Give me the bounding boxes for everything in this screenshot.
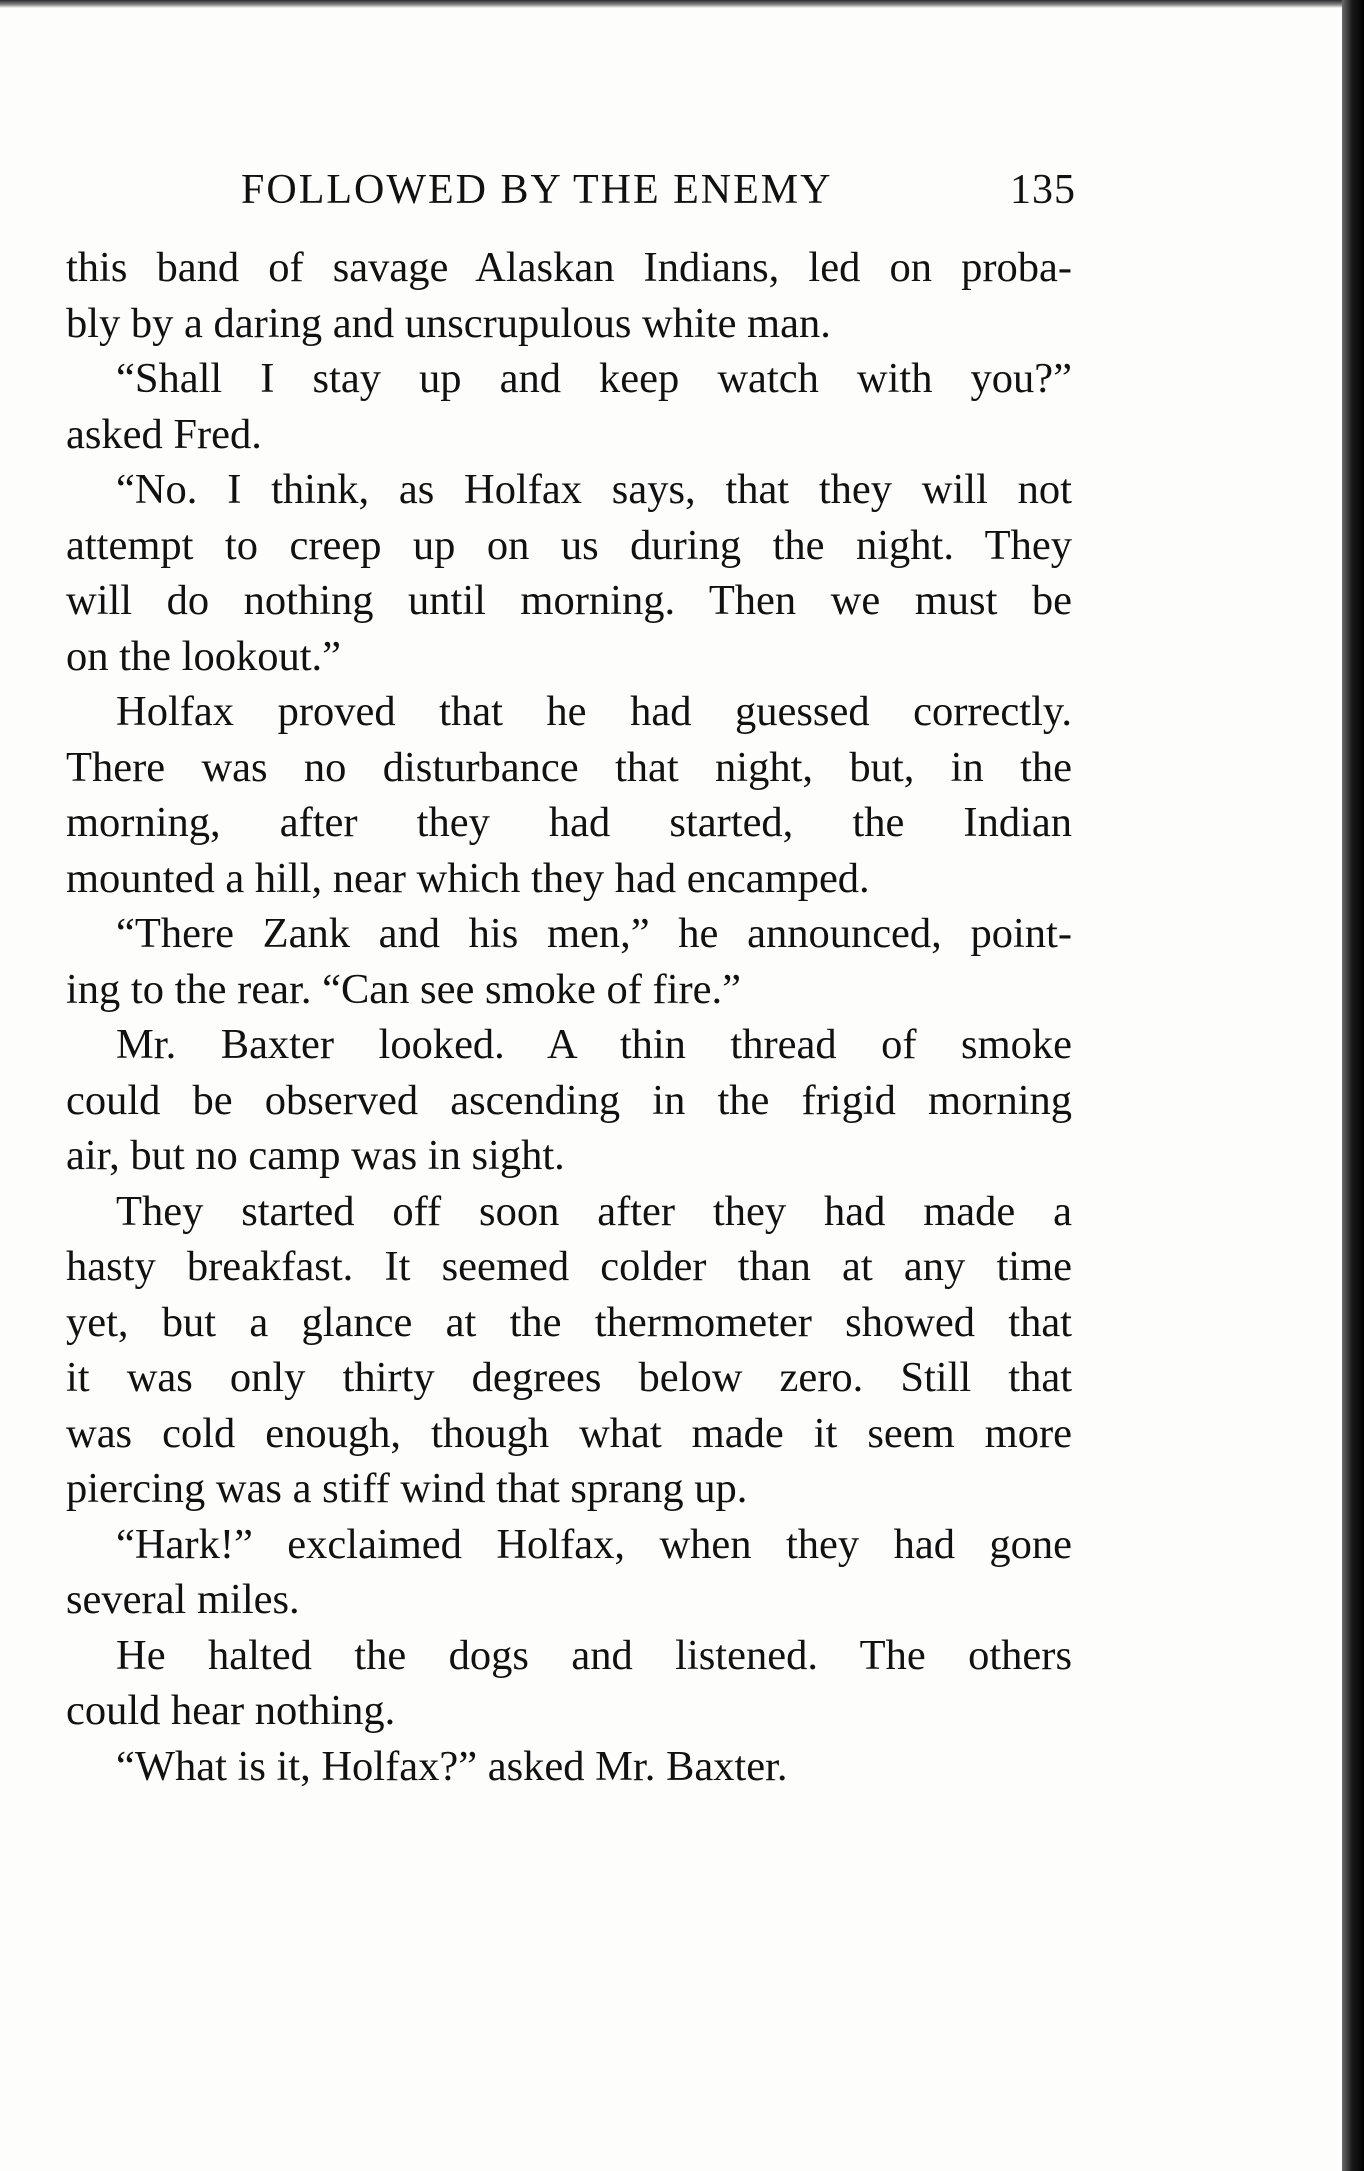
- text-line: There was no disturbance that night, but, in the: [66, 743, 1072, 791]
- text-line: this band of savage Alaskan Indians, led on proba-: [66, 244, 1072, 291]
- scan-edge-right: [1342, 0, 1364, 2171]
- text-line: air, but no camp was in sight.: [66, 1132, 565, 1179]
- text-line: could hear nothing.: [66, 1687, 396, 1734]
- text-line: “What is it, Holfax?” asked Mr. Baxter.: [116, 1742, 788, 1790]
- text-line: several miles.: [66, 1576, 300, 1623]
- text-line: Holfax proved that he had guessed correctly.: [116, 688, 1072, 735]
- text-line: Mr. Baxter looked. A thin thread of smoke: [116, 1021, 1072, 1068]
- text-line: They started off soon after they had made a: [116, 1187, 1072, 1235]
- running-title: FOLLOWED BY THE ENEMY: [241, 167, 833, 213]
- text-line: on the lookout.”: [66, 632, 342, 680]
- text-line: He halted the dogs and listened. The others: [116, 1631, 1072, 1679]
- text-line: yet, but a glance at the thermometer showed that: [66, 1298, 1072, 1346]
- body-text: [66, 240, 1072, 1794]
- text-line: “No. I think, as Holfax says, that they will not: [116, 466, 1072, 513]
- text-line: could be observed ascending in the frigid morning: [66, 1076, 1072, 1124]
- text-line: piercing was a stiff wind that sprang up.: [66, 1465, 748, 1512]
- text-line: bly by a daring and unscrupulous white man.: [66, 299, 831, 347]
- text-line: “There Zank and his men,” he announced, point-: [116, 910, 1072, 957]
- text-line: was cold enough, though what made it seem more: [66, 1409, 1072, 1457]
- text-line: will do nothing until morning. Then we must be: [66, 577, 1072, 624]
- text-line: asked Fred.: [66, 410, 262, 458]
- running-head: [66, 160, 1076, 220]
- text-line: it was only thirty degrees below zero. Still that: [66, 1354, 1072, 1401]
- text-line: hasty breakfast. It seemed colder than at any time: [66, 1243, 1072, 1290]
- text-line: “Hark!” exclaimed Holfax, when they had gone: [116, 1520, 1072, 1568]
- text-line: attempt to creep up on us during the night. They: [66, 521, 1072, 569]
- text-line: ing to the rear. “Can see smoke of fire.”: [66, 965, 742, 1013]
- text-line: morning, after they had started, the Indian: [66, 799, 1072, 846]
- page-number: 135: [1010, 167, 1076, 213]
- text-line: mounted a hill, near which they had encamped.: [66, 854, 870, 902]
- scan-edge-top: [0, 0, 1364, 8]
- text-line: “Shall I stay up and keep watch with you?”: [116, 355, 1072, 402]
